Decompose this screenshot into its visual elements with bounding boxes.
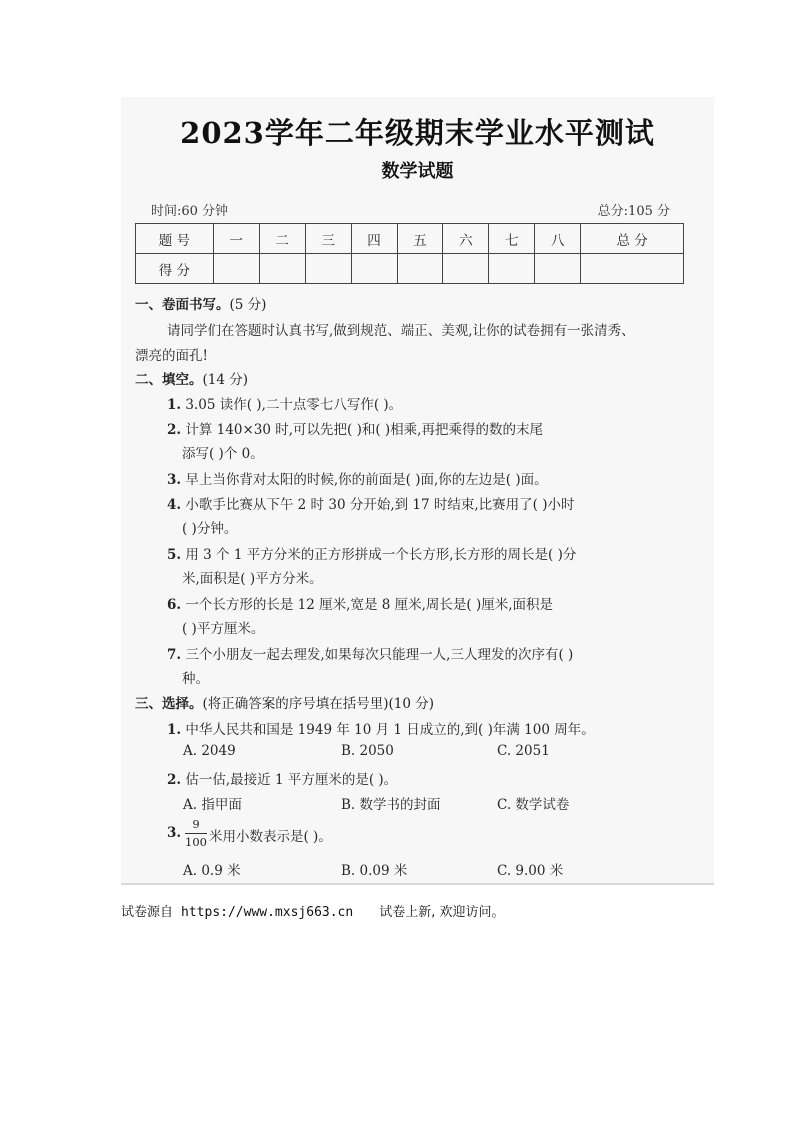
fill-question-2: [167, 418, 543, 438]
exam-total-score: 总分:105 分: [597, 204, 670, 219]
fill-question-1: [167, 393, 402, 413]
question-number: 7.: [167, 647, 182, 663]
fraction-bar: [185, 833, 207, 834]
score-header-cell: 二: [259, 224, 305, 254]
fill-question-4-continued: ( )分钟。: [182, 521, 238, 537]
section-1-title: 一、卷面书写。: [135, 297, 230, 313]
fraction-numerator: 9: [192, 817, 200, 831]
section-2-points: (14 分): [202, 372, 249, 388]
section-1-text-line: 漂亮的面孔!: [135, 348, 208, 364]
choice-option-a[interactable]: A. 0.9 米: [183, 863, 241, 879]
choice-question-1: [167, 718, 595, 738]
section-2-title: 二、填空。: [135, 372, 203, 388]
question-text: 三个小朋友一起去理发,如果每次只能理一人,三人理发的次序有( ): [185, 647, 574, 663]
choice-option-a[interactable]: A. 2049: [183, 743, 236, 759]
score-cell[interactable]: [443, 254, 489, 284]
question-text: 用 3 个 1 平方分米的正方形拼成一个长方形,长方形的周长是( )分: [185, 547, 577, 563]
exam-subtitle: 数学试题: [381, 161, 454, 182]
question-number: 5.: [167, 547, 182, 563]
score-header-cell: 五: [397, 224, 443, 254]
fill-question-6-continued: ( )平方厘米。: [182, 621, 265, 637]
footer-source-label: 试卷源自: [121, 905, 174, 920]
question-number: 2.: [167, 422, 182, 438]
fill-question-3: [167, 468, 548, 488]
choice-question-3-number: [167, 825, 181, 841]
choice-option-c[interactable]: C. 数学试卷: [497, 797, 570, 813]
question-text: 中华人民共和国是 1949 年 10 月 1 日成立的,到( )年满 100 周年。: [185, 722, 595, 738]
question-text: 3.05 读作( ),二十点零七八写作( )。: [185, 397, 403, 413]
question-text: 小歌手比赛从下午 2 时 30 分开始,到 17 时结束,比赛用了( )小时: [185, 497, 575, 513]
score-cell[interactable]: [397, 254, 443, 284]
section-3-points: (将正确答案的序号填在括号里)(10 分): [202, 696, 435, 712]
score-header-cell: 总 分: [581, 224, 684, 254]
footer: [121, 901, 504, 920]
fill-question-6: [167, 593, 553, 613]
choice-question-2: [167, 768, 397, 788]
choice-option-a[interactable]: A. 指甲面: [183, 797, 242, 813]
score-cell[interactable]: [489, 254, 535, 284]
section-1-points: (5 分): [229, 297, 267, 313]
score-header-cell: 一: [213, 224, 259, 254]
choice-option-b[interactable]: B. 0.09 米: [341, 863, 408, 879]
score-cell[interactable]: [305, 254, 351, 284]
score-cell[interactable]: [259, 254, 305, 284]
score-cell[interactable]: [535, 254, 581, 284]
question-number: 1.: [167, 397, 182, 413]
section-1-heading: [135, 293, 266, 313]
fill-question-5: [167, 543, 576, 563]
score-header-cell: 七: [489, 224, 535, 254]
question-number: 1.: [167, 722, 182, 738]
section-3-title: 三、选择。: [135, 696, 203, 712]
fill-question-5-continued: 米,面积是( )平方分米。: [182, 571, 323, 587]
question-text: 一个长方形的长是 12 厘米,宽是 8 厘米,周长是( )厘米,面积是: [185, 597, 554, 613]
question-number: 6.: [167, 597, 182, 613]
section-3-heading: [135, 692, 434, 712]
score-table-header-row: [136, 224, 684, 254]
choice-option-b[interactable]: B. 数学书的封面: [341, 797, 441, 813]
score-header-cell: 三: [305, 224, 351, 254]
score-cell[interactable]: [581, 254, 684, 284]
score-header-cell: 四: [351, 224, 397, 254]
fill-question-7-continued: 种。: [182, 671, 209, 687]
fill-question-2-continued: 添写( )个 0。: [182, 446, 264, 462]
score-header-cell: 八: [535, 224, 581, 254]
exam-title: 2023学年二年级期末学业水平测试: [180, 116, 655, 150]
section-1-text-line: 请同学们在答题时认真书写,做到规范、端正、美观,让你的试卷拥有一张清秀、: [167, 323, 635, 339]
score-table-score-row: [136, 254, 684, 284]
fraction-denominator: 100: [185, 835, 207, 849]
score-header-cell: 六: [443, 224, 489, 254]
question-text: 计算 140×30 时,可以先把( )和( )相乘,再把乘得的数的末尾: [185, 422, 543, 438]
choice-option-c[interactable]: C. 2051: [497, 743, 550, 759]
fill-question-7: [167, 643, 573, 663]
choice-question-3: 米用小数表示是( )。: [209, 829, 332, 845]
section-2-heading: [135, 368, 248, 388]
question-number: 4.: [167, 497, 182, 513]
exam-sheet: [121, 97, 714, 885]
choice-option-b[interactable]: B. 2050: [341, 743, 394, 759]
question-number: 3.: [167, 472, 182, 488]
question-text: 早上当你背对太阳的时候,你的前面是( )面,你的左边是( )面。: [185, 472, 548, 488]
question-number: 2.: [167, 772, 182, 788]
footer-note: 试卷上新, 欢迎访问。: [379, 905, 505, 920]
score-header-cell: 题 号: [136, 224, 214, 254]
footer-link[interactable]: https://www.mxsj663.cn: [181, 905, 354, 920]
question-number: 3.: [167, 825, 182, 841]
choice-option-c[interactable]: C. 9.00 米: [497, 863, 564, 879]
score-cell[interactable]: [213, 254, 259, 284]
score-row-label: 得 分: [136, 254, 214, 284]
score-table: [135, 223, 684, 284]
fill-question-4: [167, 493, 575, 513]
score-cell[interactable]: [351, 254, 397, 284]
fraction: [185, 817, 207, 850]
question-text: 估一估,最接近 1 平方厘米的是( )。: [185, 772, 398, 788]
exam-time: 时间:60 分钟: [151, 204, 229, 219]
